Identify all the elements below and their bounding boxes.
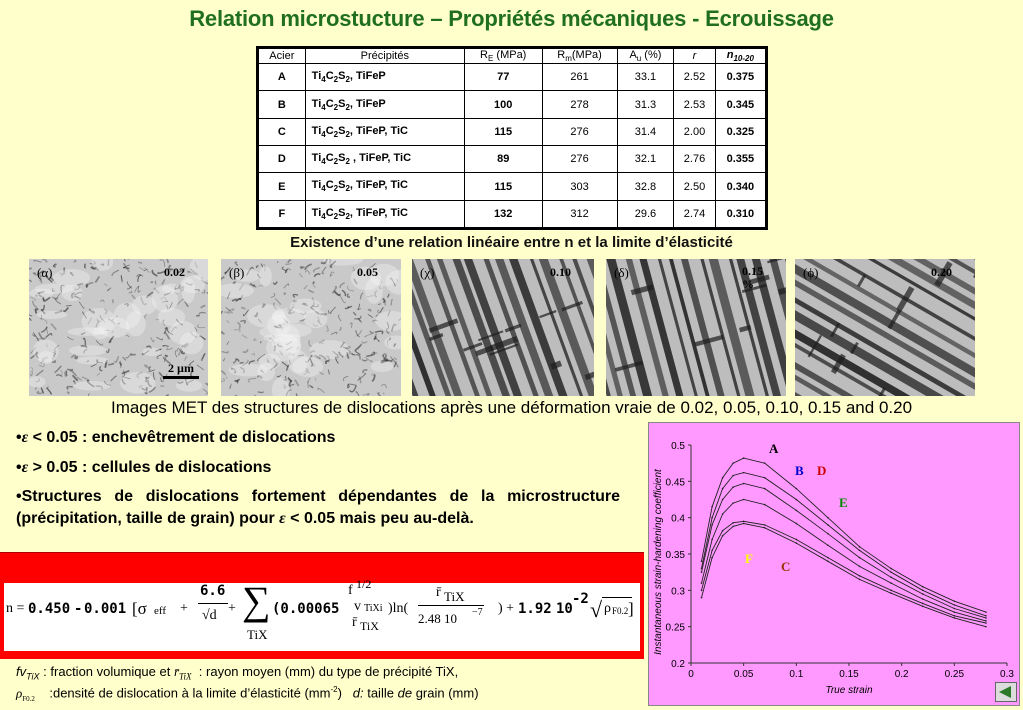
page-title: Relation microstucture – Propriétés mécaniques - Ecrouissage	[189, 6, 834, 31]
series-point-B	[859, 550, 861, 552]
series-point-D	[827, 533, 829, 535]
series-point-F	[764, 524, 766, 526]
x-tick-label: 0.15	[839, 669, 859, 680]
series-label-D: D	[817, 463, 827, 478]
cell-rm: 312	[542, 200, 617, 227]
y-tick-label: 0.3	[671, 586, 685, 598]
series-point-C	[722, 535, 724, 537]
x-tick-label: 0.05	[733, 669, 754, 680]
series-point-A	[743, 457, 745, 459]
series-point-F	[701, 590, 703, 592]
series-point-F	[954, 615, 956, 617]
tem-image-3	[412, 259, 594, 396]
cell-r: 2.00	[674, 118, 715, 145]
table-row	[259, 173, 766, 200]
cell-re: 100	[464, 91, 542, 118]
cell-precipites: $Ti_4C_2S_2$, TiFeP	[305, 91, 464, 118]
tem-label: (β)	[229, 265, 245, 280]
series-point-B	[796, 499, 798, 501]
series-point-B	[827, 524, 829, 526]
series-point-F	[859, 575, 861, 577]
bullet-3-text: Structures de dislocations fortement dépendantes de la microstructure (précipitation, taille de grain) pour	[16, 488, 620, 527]
scale-bar-label: 2 µm	[168, 361, 194, 375]
series-point-B	[732, 475, 734, 477]
legend-rbar: r̄	[173, 664, 180, 679]
legend-fv: fv	[16, 664, 27, 679]
eq-eff: eff	[154, 605, 167, 617]
y-tick-label: 0.4	[671, 513, 685, 525]
table-row	[259, 200, 766, 227]
tem-label: (χ)	[420, 265, 435, 280]
series-point-E	[732, 502, 734, 504]
x-tick-label: 0.2	[894, 669, 909, 680]
cell-re: 77	[464, 64, 542, 91]
y-tick-label: 0.25	[665, 622, 685, 634]
series-point-D	[796, 510, 798, 512]
eq-c1: 0.450	[28, 601, 71, 617]
series-point-C	[711, 557, 713, 559]
linear-relation-note: Existence d’une relation linéaire entre n et la limite d’élasticité	[290, 234, 733, 251]
tem-image-1	[29, 259, 208, 396]
eq-plus-1: +	[180, 601, 188, 616]
tem-strain: 0.20	[931, 265, 952, 279]
eq-denom: 2.48 10	[418, 611, 457, 626]
table-row	[259, 91, 766, 118]
eq-sqrt-d: √d	[202, 608, 217, 623]
series-point-A	[796, 488, 798, 490]
series-point-C	[732, 526, 734, 528]
equation-panel	[4, 577, 640, 651]
legend-d: d:	[352, 685, 364, 701]
met-caption: Images MET des structures de dislocations après une déformation vraie de 0.02, 0.05, 0.10, 0.15 and 0.20	[110, 398, 913, 417]
properties-table	[258, 48, 766, 228]
series-point-A	[764, 462, 766, 464]
series-point-F	[722, 530, 724, 532]
cell-re: 132	[464, 200, 542, 227]
eq-minus: -	[74, 601, 83, 617]
cell-re: 115	[464, 173, 542, 200]
bullet-2: •ε > 0.05 : cellules de dislocations	[16, 459, 272, 476]
table-row	[259, 118, 766, 145]
series-point-D	[859, 557, 861, 559]
series-point-E	[922, 598, 924, 600]
x-tick-label: 0.1	[789, 669, 804, 680]
series-label-E: E	[839, 495, 848, 510]
series-point-E	[711, 539, 713, 541]
eq-sum-sub: TiX	[247, 627, 268, 642]
col-acier: Acier	[259, 49, 306, 64]
series-line-A	[702, 458, 986, 612]
series-point-C	[954, 617, 956, 619]
series-point-A	[701, 560, 703, 562]
series-point-B	[711, 517, 713, 519]
legend-rho-sub: F0.2	[22, 694, 35, 703]
cell-au: 32.1	[617, 146, 674, 173]
cell-r: 2.52	[674, 64, 715, 91]
table-row	[259, 146, 766, 173]
y-tick-label: 0.35	[665, 550, 685, 561]
series-point-E	[701, 582, 703, 584]
series-point-A	[827, 517, 829, 519]
cell-acier: B	[259, 91, 306, 118]
eq-rho: ρ	[604, 601, 611, 616]
col-precipites: Précipités	[305, 49, 464, 64]
epsilon-symbol: ε	[21, 429, 29, 446]
cell-precipites: $Ti_4C_2S_2$ , TiFeP, TiC	[305, 146, 464, 173]
cell-re: 115	[464, 118, 542, 145]
series-point-C	[764, 527, 766, 529]
series-point-A	[954, 600, 956, 602]
scale-bar-line	[163, 376, 199, 379]
equation-box	[0, 552, 644, 659]
cell-acier: A	[259, 64, 306, 91]
y-axis-label: Instantaneous strain-hardening coefficient	[653, 469, 664, 655]
col-r: r	[674, 49, 715, 64]
cell-rm: 276	[542, 146, 617, 173]
eq-c5: 1.92	[518, 601, 552, 617]
legend-rho-text: :densité de dislocation à la limite d’élasticité (mm	[49, 685, 331, 701]
epsilon-symbol: ε	[279, 510, 286, 527]
tem-image-2	[221, 259, 401, 396]
tem-strain: 0.05	[357, 265, 378, 279]
series-point-F	[711, 550, 713, 552]
series-point-F	[922, 603, 924, 605]
x-tick-label: 0	[688, 669, 694, 680]
cell-au: 29.6	[617, 200, 674, 227]
legend-de: de	[397, 685, 413, 701]
eq-sigma: [σ	[132, 599, 147, 618]
cell-r: 2.74	[674, 200, 715, 227]
series-point-D	[890, 576, 892, 578]
series-point-D	[764, 488, 766, 490]
cell-n: 0.345	[715, 91, 765, 118]
series-point-F	[890, 590, 892, 592]
legend-d-text: taille	[367, 685, 394, 701]
series-point-F	[985, 622, 987, 624]
cell-acier: F	[259, 200, 306, 227]
sqrt-icon: √	[590, 597, 603, 622]
y-tick-label: 0.2	[671, 659, 685, 670]
series-point-D	[954, 608, 956, 610]
cell-n: 0.340	[715, 173, 765, 200]
eq-rho-sub: F0.2	[612, 606, 629, 616]
series-point-D	[743, 483, 745, 485]
legend-line-1	[16, 664, 458, 682]
tem-label: (α)	[37, 265, 53, 280]
eq-end: ]	[628, 599, 634, 618]
series-point-F	[796, 539, 798, 541]
series-point-C	[922, 606, 924, 608]
series-point-D	[701, 571, 703, 573]
cell-acier: C	[259, 118, 306, 145]
series-point-C	[827, 560, 829, 562]
series-point-E	[985, 620, 987, 622]
series-point-D	[732, 486, 734, 488]
series-point-D	[722, 499, 724, 501]
bullet-2-text: > 0.05 : cellules de dislocations	[32, 459, 272, 476]
legend-grain: grain (mm)	[415, 685, 479, 701]
series-point-B	[743, 472, 745, 474]
series-point-E	[796, 523, 798, 525]
series-point-B	[922, 590, 924, 592]
series-point-B	[985, 615, 987, 617]
back-arrow-icon	[999, 686, 1011, 698]
series-point-E	[890, 582, 892, 584]
series-point-A	[985, 611, 987, 613]
series-point-A	[890, 568, 892, 570]
cell-rm: 261	[542, 64, 617, 91]
cell-precipites: $Ti_4C_2S_2$, TiFeP, TiC	[305, 173, 464, 200]
cell-rm: 276	[542, 118, 617, 145]
series-point-D	[985, 617, 987, 619]
eq-f: f	[348, 583, 353, 598]
series-point-E	[743, 499, 745, 501]
legend-rho: ρ	[16, 685, 23, 701]
eq-rbar-2: r̄	[436, 585, 441, 600]
table-header-row	[259, 49, 766, 64]
eq-c4: (0.00065	[272, 601, 340, 617]
cell-n: 0.355	[715, 146, 765, 173]
series-point-F	[743, 521, 745, 523]
cell-acier: E	[259, 173, 306, 200]
sum-icon: ∑	[242, 578, 271, 623]
series-point-D	[711, 524, 713, 526]
hardening-chart	[648, 422, 1020, 706]
series-point-A	[732, 462, 734, 464]
eq-rbar-sub-2: TiX	[444, 589, 465, 604]
eq-fraction-bar-2	[418, 605, 484, 606]
series-point-D	[922, 593, 924, 595]
tem-strain: 0.10	[550, 265, 571, 279]
series-point-C	[743, 523, 745, 525]
series-point-B	[890, 571, 892, 573]
series-point-C	[701, 597, 703, 599]
tem-strain: 0.15 %	[742, 264, 763, 291]
bullet-3: •Structures de dislocations fortement dépendantes de la microstructure (précipitation, taille de grain) pour ε < 0.05 mais peu au-delà.	[16, 488, 620, 527]
cell-n: 0.325	[715, 118, 765, 145]
series-point-B	[954, 604, 956, 606]
hardening-chart-svg	[649, 423, 1019, 705]
eq-exp2: -2	[572, 591, 589, 607]
col-rm: $R_m(MPa)$	[542, 49, 617, 64]
tem-label: (ϕ)	[803, 265, 819, 280]
eq-sqrt-bar	[602, 597, 632, 598]
epsilon-symbol: ε	[21, 459, 29, 476]
legend-fv-sub: TiX	[26, 671, 40, 682]
tem-image-4	[606, 259, 786, 396]
eq-v: v	[354, 599, 361, 614]
series-point-F	[732, 522, 734, 524]
tem-label: (δ)	[614, 265, 629, 280]
cell-rm: 278	[542, 91, 617, 118]
series-point-E	[827, 544, 829, 546]
cell-r: 2.53	[674, 91, 715, 118]
table-row	[259, 64, 766, 91]
eq-plus-2: +	[228, 601, 236, 616]
y-tick-label: 0.45	[665, 477, 685, 489]
x-tick-label: 0.3	[1000, 669, 1014, 680]
series-label-F: F	[745, 551, 753, 566]
cell-au: 31.3	[617, 91, 674, 118]
bullet-3-end: < 0.05 mais peu au-delà.	[290, 510, 474, 527]
cell-au: 33.1	[617, 64, 674, 91]
legend-fv-text: : fraction volumique et	[43, 664, 171, 679]
col-re: $R_E$ (MPa)	[464, 49, 542, 64]
cell-r: 2.50	[674, 173, 715, 200]
properties-table-container	[256, 46, 768, 230]
series-label-A: A	[769, 441, 779, 456]
series-point-C	[890, 592, 892, 594]
cell-au: 32.8	[617, 173, 674, 200]
eq-close: ) +	[498, 601, 515, 616]
cell-precipites: $Ti_4C_2S_2$, TiFeP, TiC	[305, 118, 464, 145]
cell-acier: D	[259, 146, 306, 173]
series-point-C	[985, 626, 987, 628]
eq-c6: 10	[556, 601, 573, 617]
series-label-B: B	[795, 463, 804, 478]
legend-rho-end: )	[337, 685, 342, 701]
cell-re: 89	[464, 146, 542, 173]
eq-fraction-bar-1	[198, 603, 228, 604]
cell-rm: 303	[542, 173, 617, 200]
eq-f-exp: 1/2	[356, 577, 372, 591]
x-axis-label: True strain	[825, 685, 873, 696]
series-point-B	[764, 477, 766, 479]
eq-exp7: −7	[472, 607, 483, 618]
bullet-1: •ε < 0.05 : enchevêtrement de dislocations	[16, 429, 336, 446]
legend-rbar-sub: TiX	[179, 671, 192, 682]
eq-n: n =	[6, 601, 25, 616]
eq-ln: )ln(	[388, 601, 409, 616]
series-point-A	[922, 586, 924, 588]
tem-image-5	[795, 259, 975, 396]
col-au: $A_u$ (%)	[617, 49, 674, 64]
legend-r-text: : rayon moyen (mm) du type de précipité TiX,	[198, 664, 459, 679]
series-point-A	[722, 477, 724, 479]
series-point-F	[827, 557, 829, 559]
cell-precipites: $Ti_4C_2S_2$, TiFeP	[305, 64, 464, 91]
legend-rho-exp: -2	[330, 685, 338, 694]
series-label-C: C	[781, 559, 791, 574]
eq-rbar-1: r̄	[352, 615, 357, 630]
eq-c3: 6.6	[200, 583, 226, 599]
eq-c2: 0.001	[84, 601, 127, 617]
cell-au: 31.4	[617, 118, 674, 145]
series-point-A	[859, 546, 861, 548]
legend-line-2	[16, 685, 479, 703]
y-tick-label: 0.5	[671, 441, 685, 452]
series-point-E	[722, 513, 724, 515]
cell-n: 0.310	[715, 200, 765, 227]
scale-bar	[163, 361, 199, 379]
cell-r: 2.76	[674, 146, 715, 173]
series-point-C	[796, 542, 798, 544]
series-point-C	[859, 579, 861, 581]
series-point-B	[722, 488, 724, 490]
x-tick-label: 0.25	[944, 669, 965, 680]
bullet-1-text: < 0.05 : enchevêtrement de dislocations	[32, 429, 336, 446]
cell-n: 0.375	[715, 64, 765, 91]
eq-v-sub: TiXi	[364, 603, 383, 614]
eq-rbar-sub-1: TiX	[360, 619, 379, 633]
series-point-E	[859, 566, 861, 568]
cell-precipites: $Ti_4C_2S_2$, TiFeP, TiC	[305, 200, 464, 227]
tem-strain: 0.02	[164, 265, 185, 279]
series-point-E	[764, 504, 766, 506]
col-n: $n_{10-20}$	[715, 49, 765, 64]
series-point-E	[954, 611, 956, 613]
series-point-A	[711, 506, 713, 508]
previous-slide-button[interactable]	[995, 682, 1017, 702]
